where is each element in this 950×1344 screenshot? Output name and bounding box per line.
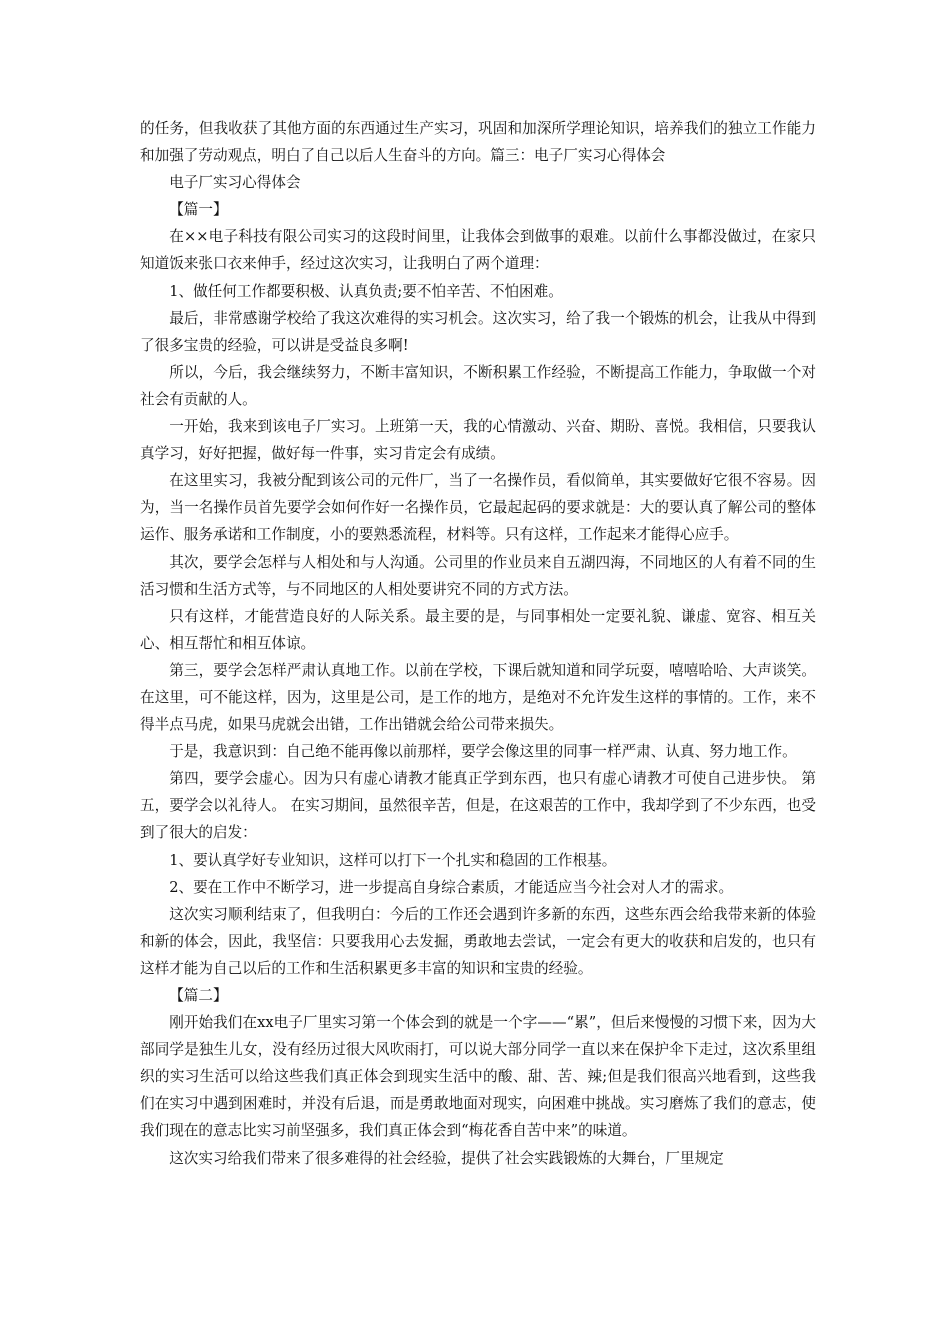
paragraph-12: 第三，要学会怎样严肃认真地工作。以前在学校，下课后就知道和同学玩耍，嘻嘻哈哈、大声谈笑。在这里，可不能这样，因为，这里是公司，是工作的地方，是绝对不允许发生这样的事情的。工作，来不得半点马虎，如果马虎就会出错，工作出错就会给公司带来损失。	[140, 661, 816, 734]
paragraph-1: 的任务，但我收获了其他方面的东西通过生产实习，巩固和加深所学理论知识，培养我们的独立工作能力和加强了劳动观点，明白了自己以后人生奋斗的方向。篇三：电子厂实习心得体会	[140, 120, 816, 165]
paragraph-4: 在××电子科技有限公司实习的这段时间里，让我体会到做事的艰难。以前什么事都没做过，在家只知道饭来张口衣来伸手，经过这次实习，让我明白了两个道理：	[140, 228, 816, 273]
paragraph-10: 其次，要学会怎样与人相处和与人沟通。公司里的作业员来自五湖四海，不同地区的人有着不同的生活习惯和生活方式等，与不同地区的人相处要讲究不同的方式方法。	[140, 553, 816, 598]
paragraph-18: 【篇二】	[169, 987, 228, 1004]
paragraph-14: 第四，要学会虚心。因为只有虚心请教才能真正学到东西，也只有虚心请教才可使自己进步快。 第五，要学会以礼待人。 在实习期间，虽然很辛苦，但是，在这艰苦的工作中，我却学到了不少东西，也受到了很大的启发：	[140, 770, 816, 842]
paragraph-9: 在这里实习，我被分配到该公司的元件厂，当了一名操作员，看似简单，其实要做好它很不容易。因为，当一名操作员首先要学会如何作好一名操作员，它最起起码的要求就是：大的要认真了解公司的整体运作、服务承诺和工作制度，小的要熟悉流程，材料等。只有这样，工作起来才能得心应手。	[140, 472, 816, 544]
paragraph-15: 1、要认真学好专业知识，这样可以打下一个扎实和稳固的工作根基。	[169, 851, 617, 869]
paragraph-19: 刚开始我们在xx电子厂里实习第一个体会到的就是一个字——“累”，但后来慢慢的习惯下来，因为大部同学是独生儿女，没有经历过很大风吹雨打，可以说大部分同学一直以来在保护伞下走过，这次系里组织的实习生活可以给这些我们真正体会到现实生活中的酸、甜、苦、辣;但是我们很高兴地看到，这些我们在实习中遇到困难时，并没有后退，而是勇敢地面对现实，向困难中挑战。实习磨炼了我们的意志，使我们现在的意志比实习前坚强多，我们真正体会到“梅花香自苦中来”的味道。	[140, 1014, 816, 1140]
paragraph-17: 这次实习顺利结束了，但我明白：今后的工作还会遇到许多新的东西，这些东西会给我带来新的体验和新的体会，因此，我坚信：只要我用心去发掘，勇敢地去尝试，一定会有更大的收获和启发的，也只有这样才能为自己以后的工作和生活积累更多丰富的知识和宝贵的经验。	[140, 905, 816, 977]
paragraph-6: 最后，非常感谢学校给了我这次难得的实习机会。这次实习，给了我一个锻炼的机会，让我从中得到了很多宝贵的经验，可以讲是受益良多啊!	[140, 309, 816, 354]
paragraph-7: 所以，今后，我会继续努力，不断丰富知识，不断积累工作经验，不断提高工作能力，争取做一个对社会有贡献的人。	[140, 363, 816, 408]
paragraph-5: 1、做任何工作都要积极、认真负责;要不怕辛苦、不怕困难。	[169, 282, 563, 300]
paragraph-2: 电子厂实习心得体会	[169, 174, 301, 192]
document-body	[140, 115, 816, 1172]
paragraph-13: 于是，我意识到：自己绝不能再像以前那样，要学会像这里的同事一样严肃、认真、努力地工作。	[169, 743, 797, 761]
paragraph-3: 【篇一】	[169, 201, 228, 219]
paragraph-8: 一开始，我来到该电子厂实习。上班第一天，我的心情激动、兴奋、期盼、喜悦。我相信，只要我认真学习，好好把握，做好每一件事，实习肯定会有成绩。	[140, 418, 816, 463]
paragraph-20: 这次实习给我们带来了很多难得的社会经验，提供了社会实践锻炼的大舞台，厂里规定	[169, 1149, 724, 1167]
paragraph-16: 2、要在工作中不断学习，进一步提高自身综合素质，才能适应当今社会对人才的需求。	[169, 878, 734, 896]
paragraph-11: 只有这样，才能营造良好的人际关系。最主要的是，与同事相处一定要礼貌、谦虚、宽容、相互关心、相互帮忙和相互体谅。	[140, 607, 816, 652]
